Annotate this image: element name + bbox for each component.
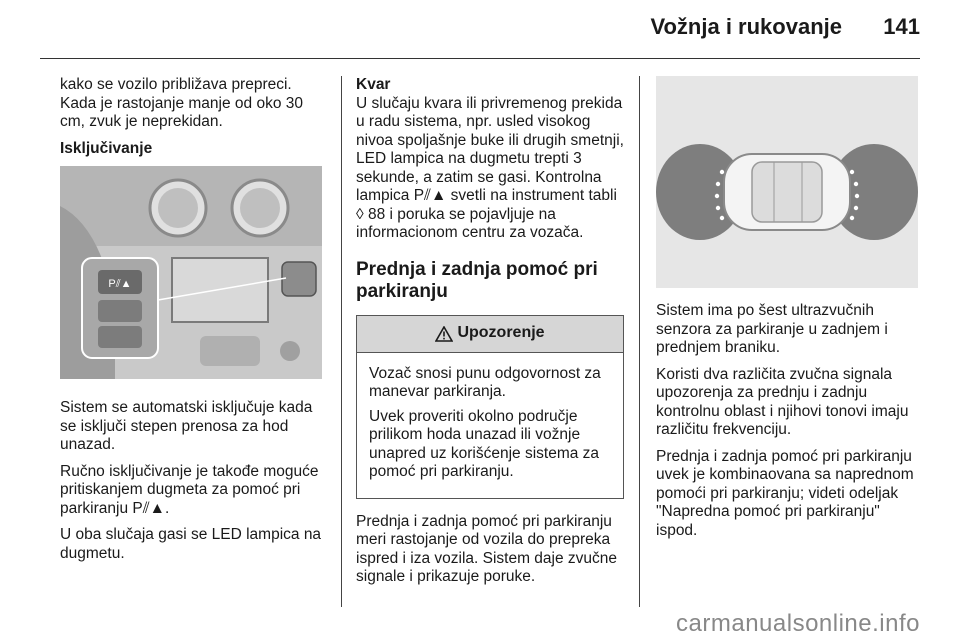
warning-body xyxy=(357,353,623,498)
paragraph: Prednja i zadnja pomoć pri parkiranju meri rastojanje od vozila do prepreka ispred i iza vozila. Sistem daje zvučne signale i prikazuje poruke. xyxy=(356,512,618,585)
subheading-iskljucivanje: Isključivanje xyxy=(60,139,153,157)
park-assist-button-label: P⫽▲ xyxy=(108,278,132,290)
paragraph: Sistem ima po šest ultrazvučnih senzora za parkiranje u zadnjem i prednjem braniku. xyxy=(656,302,888,356)
page-number: 141 xyxy=(883,14,920,39)
paragraph: U slučaju kvara ili privremenog prekida u radu sistema, npr. usled visokog nivoa spoljašnje buke ili drugih smetnji, LED lampica na dugmetu trepti 3 sekunde, a zatim se gasi. Kontrolna lampica P⫽▲ svetli na instrument tabli ◊ 88 i poruka se pojavljuje na informacionom centru za vozača. xyxy=(356,94,624,241)
paragraph: Prednja i zadnja pomoć pri parkiranju uvek je kombinaovana sa naprednom pomoći pri parkiranju; videti odeljak "Napredna pomoć pri parkiranju" ispod. xyxy=(656,447,914,539)
dashboard-photo xyxy=(60,166,322,379)
warning-header xyxy=(357,316,623,353)
paragraph: Sistem se automatski isključuje kada se isključi stepen prenosa za hod unazad. xyxy=(60,399,313,453)
header-rule xyxy=(40,58,920,59)
paragraph: Ručno isključivanje je takođe moguće pritiskanjem dugmeta za pomoć pri parkiranju P⫽▲. xyxy=(60,462,319,517)
warning-title: Upozorenje xyxy=(457,324,545,342)
subheading-kvar: Kvar xyxy=(356,76,391,93)
warning-text: Vozač snosi punu odgovornost za manevar parkiranja. xyxy=(369,364,601,400)
column-3 xyxy=(656,76,924,548)
warning-text: Uvek proveriti okolno područje prilikom hoda unazad ili vožnje unapred uz korišćenje sistema za pomoć pri parkiranju. xyxy=(369,407,600,480)
paragraph: kako se vozilo približava prepreci. Kada je rastojanje manje od oko 30 cm, zvuk je neprekidan. xyxy=(60,76,303,130)
column-divider-1 xyxy=(341,76,342,607)
page-title: Vožnja i rukovanje xyxy=(650,14,842,39)
column-2 xyxy=(356,76,624,595)
car-sensor-illustration xyxy=(656,76,918,288)
watermark: carmanualsonline.info xyxy=(676,610,920,637)
column-1 xyxy=(60,76,328,571)
warning-triangle-icon xyxy=(435,326,453,342)
column-divider-2 xyxy=(639,76,640,607)
paragraph: Koristi dva različita zvučna signala upozorenja za prednju i zadnju kontrolnu oblast i njihovi tonovi imaju različitu frekvenciju. xyxy=(656,365,909,438)
warning-box xyxy=(356,315,624,499)
sensor-diagram xyxy=(656,76,918,288)
page-header xyxy=(0,0,960,62)
paragraph: U oba slučaja gasi se LED lampica na dugmetu. xyxy=(60,526,322,562)
dashboard-illustration xyxy=(60,166,322,379)
section-heading: Prednja i zadnja pomoć pri parkiranju xyxy=(356,258,598,302)
